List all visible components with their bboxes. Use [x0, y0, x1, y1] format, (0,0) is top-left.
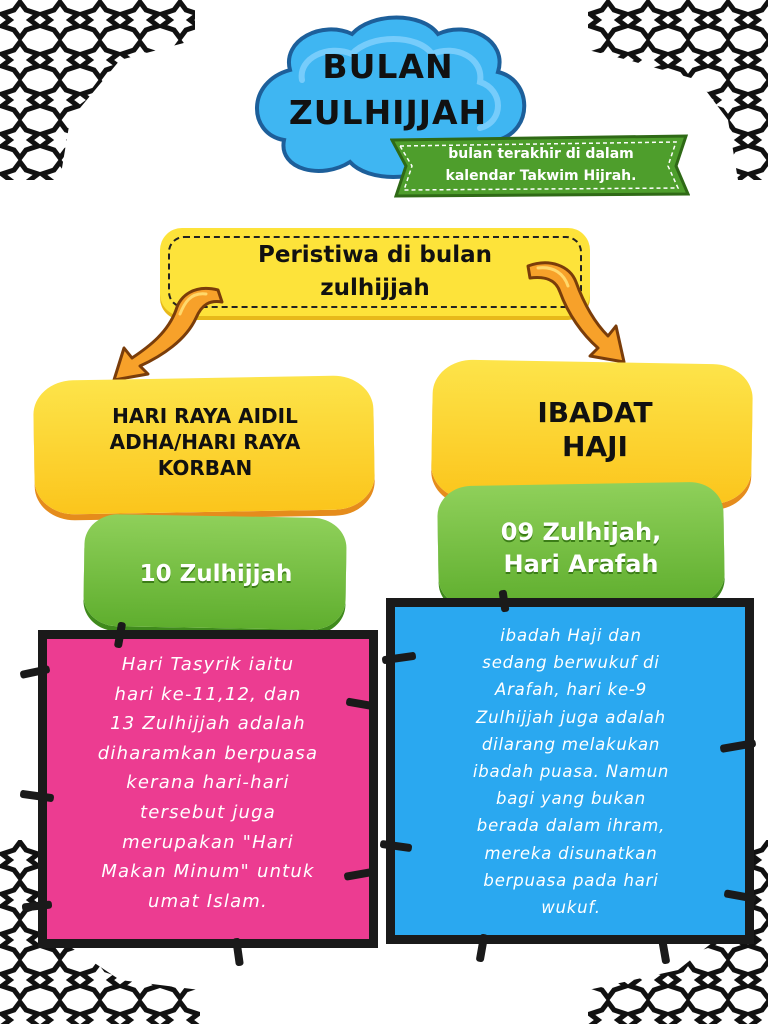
info-line: 13 Zulhijjah adalah [110, 713, 306, 735]
curved-arrow-left-icon [110, 282, 226, 386]
ibadat-haji-heading [470, 380, 720, 480]
curved-arrow-right-icon [520, 256, 630, 370]
info-line: kerana hari-hari [126, 772, 290, 794]
info-line: berada dalam ihram, [476, 816, 666, 836]
aidil-adha-heading: HARI RAYA AIDIL ADHA/HARI RAYA KORBAN [109, 404, 301, 480]
title-line-2: ZULHIJJAH [288, 93, 488, 132]
ibadat-haji-line-1: IBADAT [537, 396, 653, 429]
subtitle [410, 140, 672, 190]
info-line: mereka disunatkan [484, 843, 658, 863]
top-left-pattern [0, 0, 200, 180]
subtitle-line-2: kalendar Takwim Hijrah. [445, 168, 637, 184]
date-10-zulhijjah: 10 Zulhijjah [139, 561, 293, 587]
ibadat-haji-line-2: HAJI [562, 430, 628, 463]
events-heading-line-1: Peristiwa di bulan [258, 242, 492, 268]
info-line: Makan Minum" untuk [101, 861, 315, 883]
info-line: ibadah puasa. Namun [472, 762, 670, 782]
date-hari-arafah [448, 500, 714, 596]
info-line: merupakan "Hari [122, 831, 294, 853]
events-heading [180, 236, 570, 308]
subtitle-line-1: bulan terakhir di dalam [448, 146, 634, 162]
date-hari-arafah-line-2: Hari Arafah [503, 550, 659, 578]
info-line: Hari Tasyrik iaitu [121, 654, 295, 675]
info-line: diharamkan berpuasa [97, 742, 319, 764]
info-line: bagi yang bukan [496, 789, 646, 809]
title-line-1: BULAN [322, 47, 454, 86]
info-line: wukuf. [541, 898, 601, 918]
info-line: sedang berwukuf di [482, 653, 660, 673]
hari-tasyrik-text [62, 650, 354, 930]
info-line: Arafah, hari ke-9 [495, 680, 647, 700]
date-hari-arafah-line-1: 09 Zulhijah, [500, 518, 662, 546]
info-line: berpuasa pada hari [483, 870, 659, 890]
info-line: umat Islam. [148, 890, 268, 912]
events-heading-line-2: zulhijjah [320, 275, 430, 301]
hari-arafah-text [412, 622, 730, 922]
info-line: tersebut juga [139, 801, 277, 823]
info-line: dilarang melakukan [481, 734, 661, 754]
info-line: Zulhijjah juga adalah [476, 707, 666, 727]
info-line: hari ke-11,12, dan [114, 683, 302, 705]
info-line: ibadah Haji dan [500, 626, 642, 645]
